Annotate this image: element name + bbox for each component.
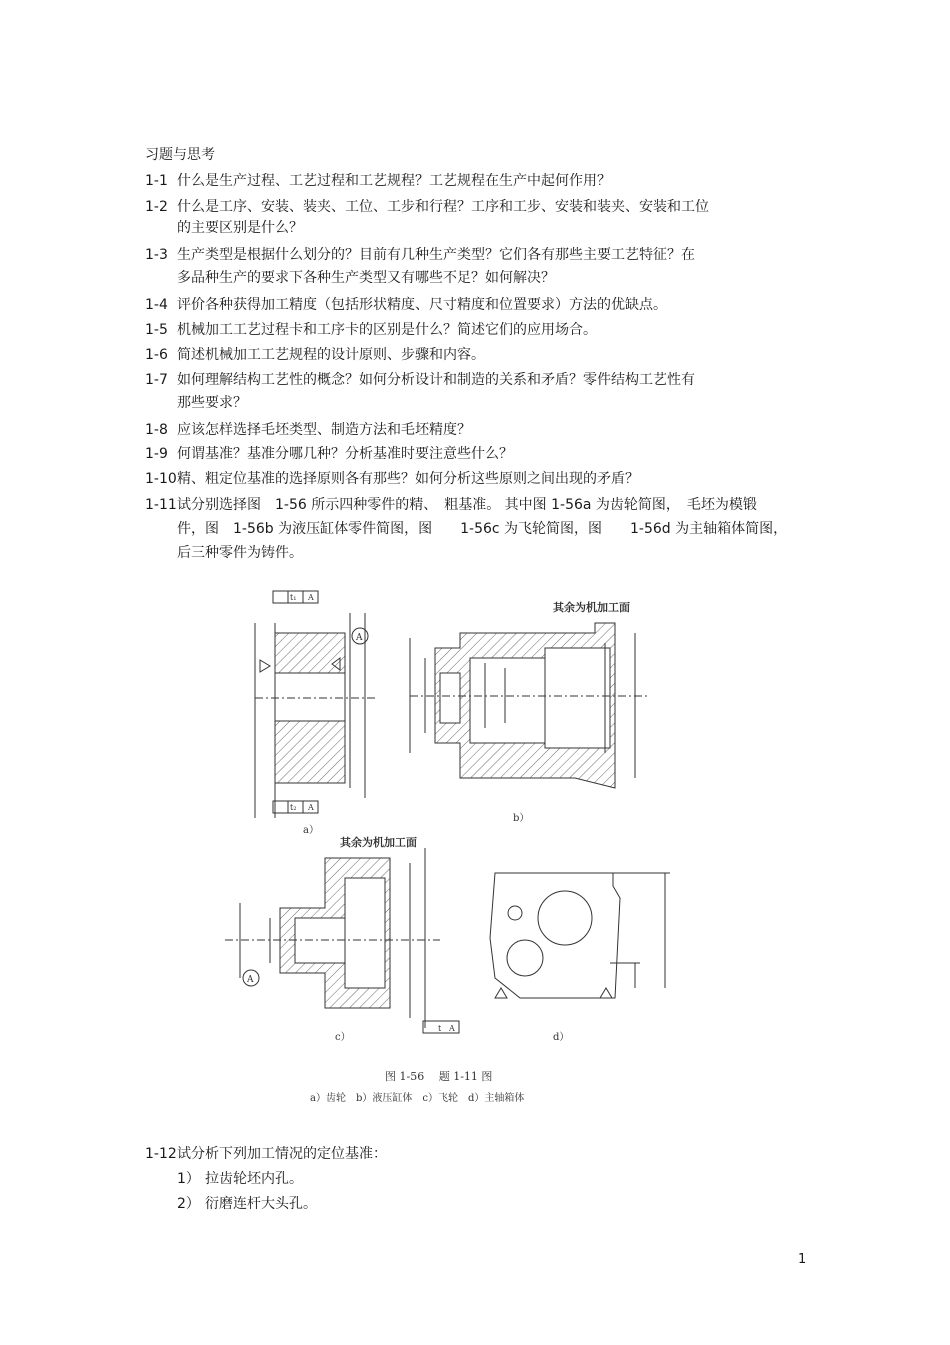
question-number: 1-5	[145, 322, 168, 338]
figure-label-d: d）	[553, 1032, 570, 1043]
question-text: 的主要区别是什么？	[177, 220, 303, 236]
question-number: 1-8	[145, 422, 168, 438]
figure-subcaption: a）齿轮 b）液压缸体 c）飞轮 d）主轴箱体	[310, 1093, 525, 1104]
cylinder-drawing	[410, 623, 650, 788]
tolerance-t1-label: t₁	[290, 593, 297, 602]
question-text: 简述机械加工工艺规程的设计原则、步骤和内容。	[177, 347, 485, 363]
tolerance-t-label: t	[438, 1024, 442, 1033]
figure-drawing	[195, 578, 735, 1118]
datum-a-label: A	[247, 975, 254, 985]
page-number: 1	[798, 1252, 807, 1267]
note-c: 其余为机加工面	[340, 836, 417, 849]
question-text: 生产类型是根据什么划分的？目前有几种生产类型？它们各有那些主要工艺特征？在	[177, 247, 695, 263]
datum-a-label: A	[356, 633, 363, 643]
question-number: 1-7	[145, 372, 168, 388]
question-number: 1-6	[145, 347, 168, 363]
question-text: 试分别选择图 1-56 所示四种零件的精、 粗基准。 其中图 1-56a 为齿轮简图， 毛坯为模锻	[177, 497, 757, 513]
datum-a-label: A	[449, 1024, 455, 1033]
question-text: 何谓基准？基准分哪几种？分析基准时要注意些什么？	[177, 446, 513, 462]
question-text: 后三种零件为铸件。	[177, 545, 303, 561]
question-text: 试分析下列加工情况的定位基准：	[177, 1146, 387, 1162]
question-text: 精、粗定位基准的选择原则各有那些？如何分析这些原则之间出现的矛盾？	[177, 471, 639, 487]
section-heading: 习题与思考	[145, 147, 215, 163]
question-text: 多品种生产的要求下各种生产类型又有哪些不足？如何解决？	[177, 270, 555, 286]
datum-a-label: A	[308, 593, 314, 602]
figure-caption: 图 1-56 题 1-11 图	[385, 1070, 493, 1083]
spindle-box-drawing	[490, 873, 670, 998]
sub-item-text: 拉齿轮坯内孔。	[205, 1171, 303, 1187]
question-number: 1-10	[145, 471, 177, 487]
question-text: 什么是工序、安装、装夹、工位、工步和行程？工序和工步、安装和装夹、安装和工位	[177, 199, 709, 215]
question-text: 应该怎样选择毛坯类型、制造方法和毛坯精度？	[177, 422, 471, 438]
figure-label-c: c）	[335, 1032, 351, 1043]
question-number: 1-2	[145, 199, 168, 215]
tolerance-t2-label: t₂	[290, 803, 297, 812]
sub-item-number: 1）	[177, 1171, 200, 1187]
question-text: 那些要求？	[177, 395, 247, 411]
question-number: 1-1	[145, 173, 168, 189]
sub-item-number: 2）	[177, 1196, 200, 1212]
question-text: 如何理解结构工艺性的概念？如何分析设计和制造的关系和矛盾？零件结构工艺性有	[177, 372, 695, 388]
question-number: 1-4	[145, 297, 168, 313]
question-number: 1-11	[145, 497, 177, 513]
sub-item-text: 衍磨连杆大头孔。	[205, 1196, 317, 1212]
question-text: 什么是生产过程、工艺过程和工艺规程？工艺规程在生产中起何作用？	[177, 173, 611, 189]
question-text: 件，图 1-56b 为液压缸体零件简图，图 1-56c 为飞轮简图，图 1-56d 为主轴箱体简图，	[177, 521, 788, 537]
flywheel-drawing	[225, 848, 459, 1033]
question-number: 1-9	[145, 446, 168, 462]
note-b: 其余为机加工面	[553, 601, 630, 614]
question-text: 机械加工工艺过程卡和工序卡的区别是什么？简述它们的应用场合。	[177, 322, 597, 338]
figure-label-b: b）	[513, 813, 530, 824]
question-number: 1-12	[145, 1146, 177, 1162]
gear-drawing	[255, 591, 375, 818]
figure-1-56	[195, 578, 735, 1118]
question-number: 1-3	[145, 247, 168, 263]
figure-label-a: a）	[303, 825, 319, 836]
question-text: 评价各种获得加工精度（包括形状精度、尺寸精度和位置要求）方法的优缺点。	[177, 297, 667, 313]
datum-a-label: A	[308, 803, 314, 812]
